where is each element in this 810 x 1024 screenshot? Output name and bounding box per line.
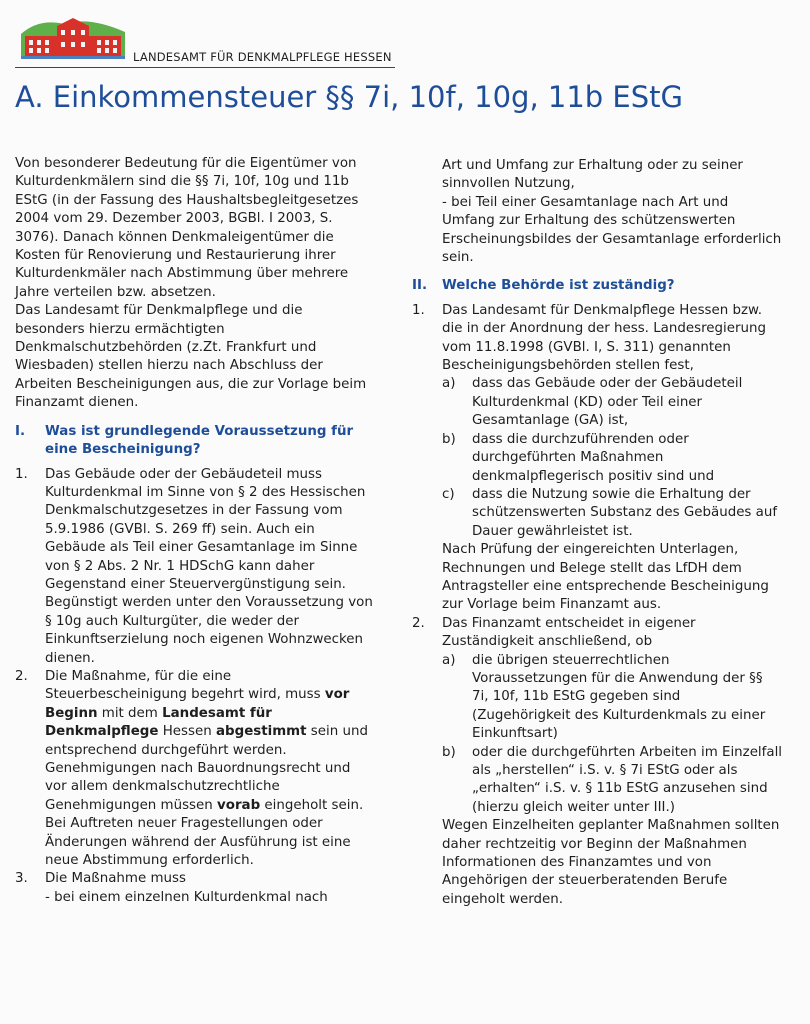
item-text: Das Landesamt für Denkmalpflege Hessen bzw. die in der Anordnung der hess. Landesregierung vom 11.8.1998 (GVBl. I, S. 311) genannten Bescheinigungsbehörden stellen fest,	[442, 302, 766, 374]
header-rule	[15, 67, 395, 68]
sub-item-letter: b)	[442, 744, 456, 760]
right-column	[412, 157, 782, 909]
sub-item-letter: b)	[442, 431, 456, 447]
continued-item	[412, 157, 782, 267]
sub-item	[442, 431, 782, 486]
sub-item	[442, 486, 782, 541]
item-text: Nach Prüfung der eingereichten Unterlagen, Rechnungen und Belege stellt das LfDH dem Antragsteller eine entsprechende Bescheinigung zur Vorlage beim Finanzamt aus.	[442, 542, 769, 613]
sub-item	[442, 744, 782, 818]
item-text: Art und Umfang zur Erhaltung oder zu seiner sinnvollen Nutzung,	[442, 158, 743, 192]
sub-item	[442, 375, 782, 430]
intro-paragraph-2: Das Landesamt für Denkmalpflege und die besonders hierzu ermächtigten Denkmalschutzbehörden (z.Zt. Frankfurt und Wiesbaden) stellen hierzu nach Abschluss der Arbeiten Bescheinigungen aus, die zur Vorlage beim Finanzamt dienen.	[15, 303, 367, 411]
sub-item-text: oder die durchgeführten Arbeiten im Einzelfall als „herstellen“ i.S. v. § 7i EStG oder als „erhalten“ i.S. v. § 11b EStG anzusehen sind (hierzu gleich weiter unter III.)	[472, 744, 783, 815]
item-body	[45, 668, 375, 870]
item-text: Die Maßnahme, für die eine Steuerbescheinigung begehrt wird, muss vor Beginn mit dem Landesamt für Denkmalpflege Hessen abgestimmt sein und entsprechend durchgeführt werden.	[45, 668, 368, 758]
sub-item-text: dass das Gebäude oder der Gebäudeteil Kulturdenkmal (KD) oder Teil einer Gesamtanlage (GA) ist,	[472, 376, 743, 429]
left-column	[15, 155, 375, 907]
list-item	[15, 466, 375, 668]
page-title: A. Einkommensteuer §§ 7i, 10f, 10g, 11b EStG	[15, 80, 683, 114]
item-text: Das Gebäude oder der Gebäudeteil muss Kulturdenkmal im Sinne von § 2 des Hessischen Denkmalschutzgesetzes in der Fassung vom 5.9.1986 (GVBl. S. 269 ff) sein. Auch ein Gebäude als Teil einer Gesamtanlage im Sinne von § 2 Abs. 2 Nr. 1 HDSchG kann daher Gegenstand einer Steuervergünstigung sein. Begünstigt werden unter den Voraussetzung von § 10g auch Kulturgüter, die weder der Einkunftserzielung noch eigenen Wohnzwecken dienen.	[45, 466, 373, 666]
item-number: 1.	[412, 302, 425, 318]
sub-item-text: die übrigen steuerrechtlichen Voraussetzungen für die Anwendung der §§ 7i, 10f, 11b EStG gegeben sind (Zugehörigkeit des Kulturdenkmals zu einer Einkunftsart)	[472, 652, 766, 742]
item-text: Wegen Einzelheiten geplanter Maßnahmen sollten daher rechtzeitig vor Beginn der Maßnahmen Informationen des Finanzamtes und von Angehörigen der steuerberatenden Berufe eingeholt werden.	[442, 818, 780, 907]
sub-item-letter: a)	[442, 652, 456, 668]
sub-item-text: dass die Nutzung sowie die Erhaltung der schützenswerten Substanz des Gebäudes auf Dauer gewährleistet ist.	[472, 486, 778, 539]
sub-item-letter: a)	[442, 376, 456, 392]
castle-logo-icon	[19, 14, 127, 60]
item-text: - bei einem einzelnen Kulturdenkmal nach	[45, 889, 328, 905]
list-item	[412, 615, 782, 910]
item-number: 2.	[412, 615, 425, 631]
item-body	[45, 870, 375, 907]
item-number: 1.	[15, 466, 28, 482]
list-item	[15, 668, 375, 870]
item-body	[442, 615, 782, 910]
item-number: 3.	[15, 871, 28, 887]
organization-name: LANDESAMT FÜR DENKMALPFLEGE HESSEN	[133, 50, 392, 64]
sub-item	[442, 652, 782, 744]
section-heading-I	[15, 423, 375, 460]
item-text: Das Finanzamt entscheidet in eigener Zuständigkeit anschließend, ob	[442, 615, 696, 650]
item-body	[442, 302, 782, 615]
item-text: Bei Auftreten neuer Fragestellungen oder Änderungen während der Ausführung ist eine neue Abstimmung erforderlich.	[45, 816, 351, 869]
section-title: Welche Behörde ist zuständig?	[442, 278, 675, 294]
section-number: II.	[412, 278, 428, 294]
list-item	[412, 302, 782, 615]
item-text: Genehmigungen nach Bauordnungsrecht und vor allem denkmalschutzrechtliche Genehmigungen müssen vorab eingeholt sein.	[45, 761, 364, 813]
item-text: Die Maßnahme muss	[45, 871, 186, 887]
section-heading-II	[412, 277, 782, 295]
item-text: - bei Teil einer Gesamtanlage nach Art und Umfang zur Erhaltung des schützenswerten Erscheinungsbildes der Gesamtanlage erforderlich sein.	[442, 194, 782, 266]
list-item	[15, 870, 375, 907]
item-number: 2.	[15, 668, 28, 684]
sub-item-text: dass die durchzuführenden oder durchgeführten Maßnahmen denkmalpflegerisch positiv sind und	[472, 431, 715, 484]
page-header	[15, 14, 395, 70]
sub-item-letter: c)	[442, 486, 455, 502]
section-number: I.	[15, 423, 26, 439]
intro-paragraph-1: Von besonderer Bedeutung für die Eigentümer von Kulturdenkmälern sind die §§ 7i, 10f, 10g und 11b EStG (in der Fassung des Haushaltsbegleitgesetzes 2004 vom 29. Dezember 2003, BGBl. I 2003, S. 3076). Danach können Denkmaleigentümer die Kosten für Renovierung und Restaurierung ihrer Kulturdenkmäler nach Abstimmung über mehrere Jahre verteilen bzw. absetzen.	[15, 156, 359, 300]
section-title: Was ist grundlegende Voraussetzung für eine Bescheinigung?	[45, 423, 354, 458]
